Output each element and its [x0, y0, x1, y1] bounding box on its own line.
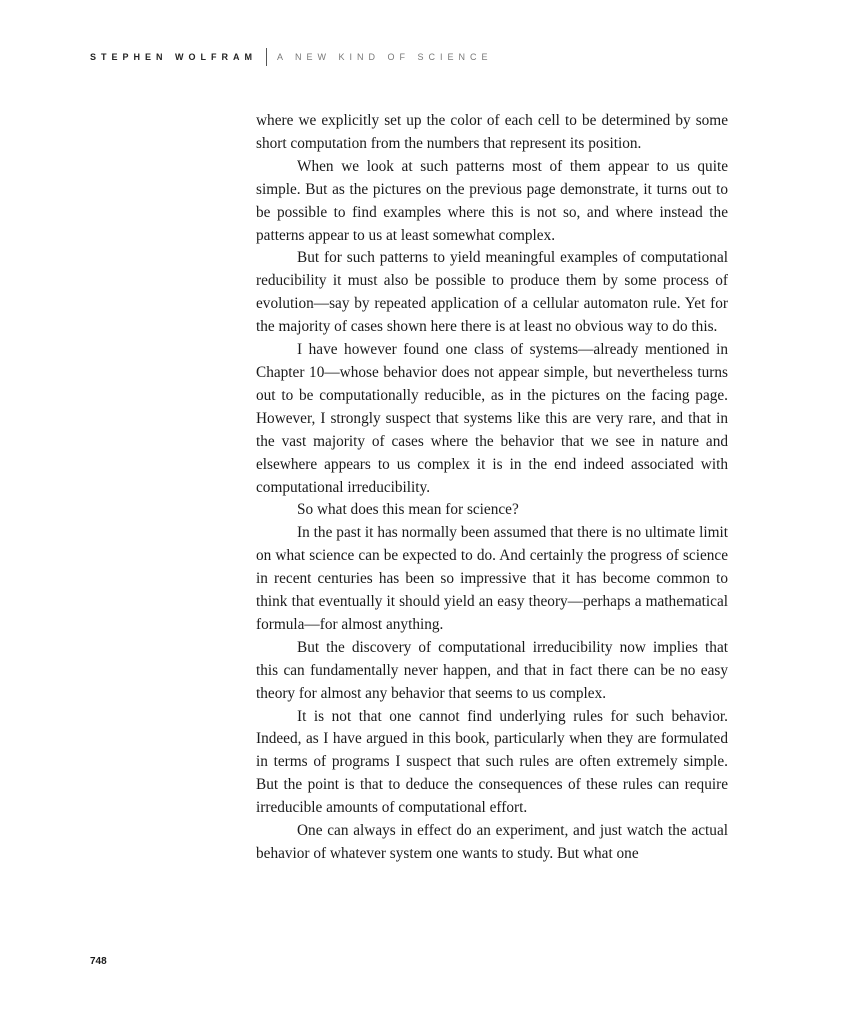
paragraph: But for such patterns to yield meaningful examples of computational reducibility it must also be possible to produce them by some process of evolution—say by repeated application of a cellular automaton rule. Yet for the majority of cases shown here there is at least no obvious way to do this.: [256, 249, 728, 336]
paragraph: In the past it has normally been assumed that there is no ultimate limit on what science can be expected to do. And certainly the progress of science in recent centuries has been so impressive that it has become common to think that eventually it should yield an easy theory—perhaps a mathematical formula—for almost anything.: [256, 524, 728, 633]
header-divider: [266, 48, 267, 66]
paragraph: But the discovery of computational irreducibility now implies that this can fundamentally never happen, and that in fact there can be no easy theory for almost any behavior that seems to us complex.: [256, 638, 728, 702]
paragraph: So what does this mean for science?: [297, 501, 519, 519]
paragraph: When we look at such patterns most of them appear to us quite simple. But as the pictures on the previous page demonstrate, it turns out to be possible to find examples where this is not so, and where instead the patterns appear to us at least somewhat complex.: [256, 157, 728, 244]
paragraph: One can always in effect do an experiment, and just watch the actual behavior of whatever system one wants to study. But what one: [256, 822, 728, 862]
paragraph: It is not that one cannot find underlying rules for such behavior. Indeed, as I have argued in this book, particularly when they are formulated in terms of programs I suspect that such rules are often extremely simple. But the point is that to deduce the consequences of these rules can require irreducible amounts of computational effort.: [256, 707, 728, 817]
running-header: [90, 47, 493, 67]
paragraph-continued: where we explicitly set up the color of each cell to be determined by some short computation from the numbers that represent its position.: [256, 112, 728, 152]
header-book-title: A NEW KIND OF SCIENCE: [277, 52, 493, 62]
paragraph: I have however found one class of systems—already mentioned in Chapter 10—whose behavior does not appear simple, but nevertheless turns out to be computationally reducible, as in the pictures on the facing page. However, I strongly suspect that systems like this are very rare, and that in the vast majority of cases where the behavior that we see in nature and elsewhere appears to us complex it is in the end indeed associated with computational irreducibility.: [256, 341, 728, 496]
body-text: [256, 110, 728, 866]
page-number: 748: [90, 956, 107, 967]
header-author: STEPHEN WOLFRAM: [90, 52, 257, 62]
